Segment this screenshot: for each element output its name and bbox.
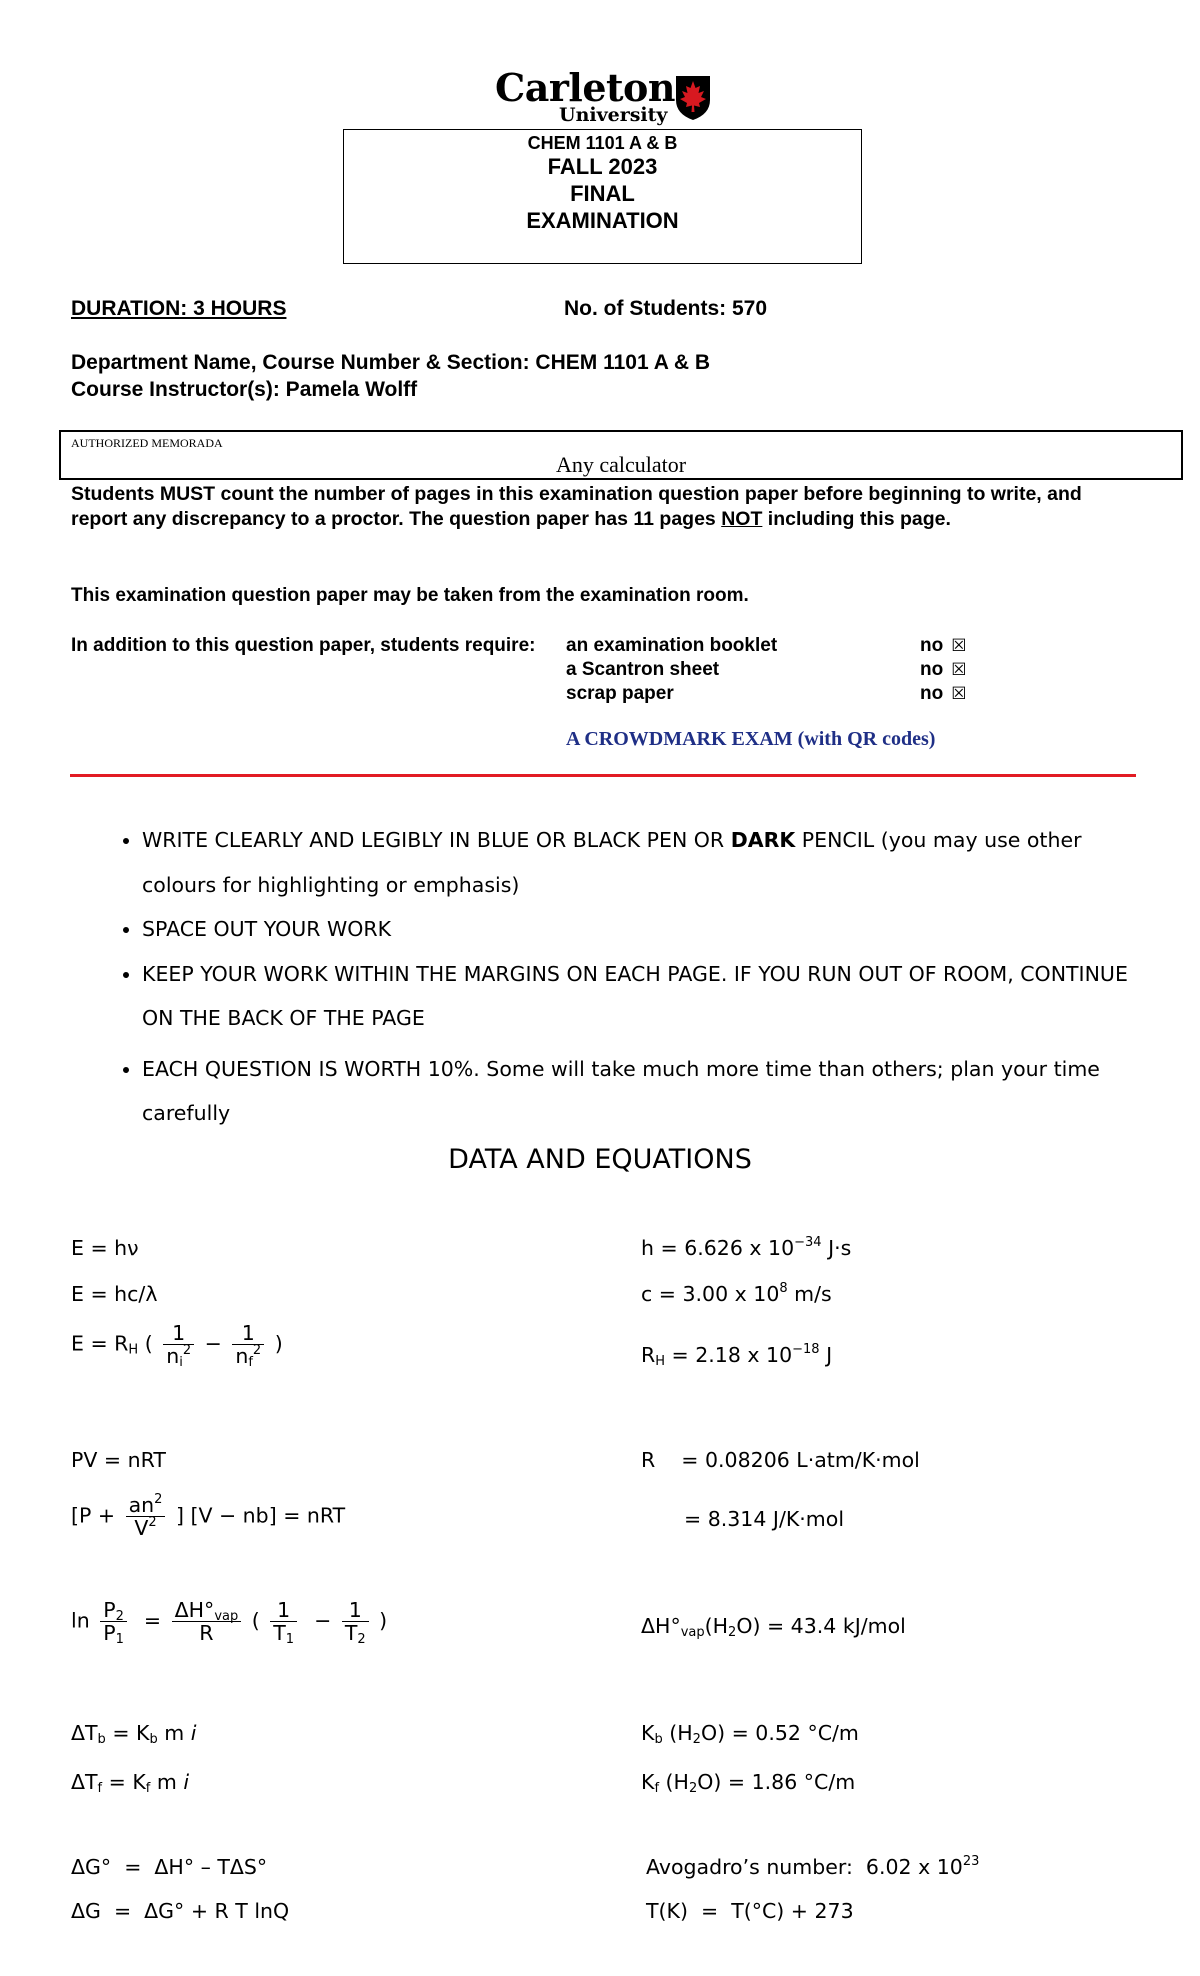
duration: DURATION: 3 HOURS bbox=[71, 297, 287, 320]
constant-kb-water: $K_b$ $(H_2O) = 0.52$ °C/m bbox=[641, 1721, 859, 1747]
requirements-intro: In addition to this question paper, students require: bbox=[71, 635, 536, 656]
exam-type-2: EXAMINATION bbox=[526, 208, 679, 233]
exam-term: FALL 2023 bbox=[547, 154, 658, 179]
checked-box-icon: ☒ bbox=[951, 660, 967, 679]
equation-van-der-waals: [P + $\frac{an^2}{V^2}$ ] [V − nb] = nRT bbox=[71, 1492, 346, 1540]
equation-freezing-depression: $\Delta T_f = K_f$ m i bbox=[71, 1770, 190, 1796]
answer-text: no bbox=[920, 659, 944, 680]
section-divider bbox=[70, 774, 1136, 777]
instruction-item bbox=[142, 818, 1160, 907]
answer-text: no bbox=[920, 635, 944, 656]
maple-leaf-shield-icon bbox=[673, 72, 713, 122]
logo-wordmark: Carleton bbox=[495, 65, 676, 110]
authorized-memoranda-box bbox=[59, 430, 1183, 480]
requirement-answer bbox=[920, 634, 966, 658]
department-course: Department Name, Course Number & Section: CHEM 1101 A & B bbox=[71, 351, 711, 374]
instruction-text: WRITE CLEARLY AND LEGIBLY IN BLUE OR BLACK PEN OR bbox=[142, 828, 731, 852]
requirement-item: an examination booklet bbox=[566, 635, 778, 656]
notice-not: NOT bbox=[721, 508, 763, 530]
equation-clausius-clapeyron: ln $\frac{P_2}{P_1}$ = $\frac{\Delta H^\circ_{vap}}{R}$ ( $\frac{1}{T_1}$ − $\frac{1}{T_2}$ ) bbox=[71, 1598, 388, 1647]
instruction-text: PENCIL (you may use other colours for highlighting or emphasis) bbox=[142, 828, 1082, 897]
student-count: No. of Students: 570 bbox=[564, 297, 768, 320]
logo-subtitle: University bbox=[559, 104, 668, 126]
course-instructor: Course Instructor(s): Pamela Wolff bbox=[71, 378, 418, 401]
constant-kf-water: $K_f$ $(H_2O) = 1.86$ °C/m bbox=[641, 1770, 856, 1796]
requirement-item: scrap paper bbox=[566, 683, 674, 704]
constant-enthalpy-vap-water: $\Delta H^\circ_{vap}(H_2O) = 43.4$ kJ/mol bbox=[641, 1614, 906, 1640]
take-away-notice: This examination question paper may be taken from the examination room. bbox=[71, 585, 749, 606]
constant-rydberg: $R_H = 2.18$ x $10^{-18}$ J bbox=[641, 1342, 833, 1369]
equation-gibbs: ΔG = ΔG° + R T lnQ bbox=[71, 1899, 290, 1923]
constant-gas-joule: = 8.314 J/K·mol bbox=[684, 1507, 845, 1531]
page-count-notice bbox=[71, 482, 1131, 532]
constant-avogadro: Avogadro’s number: 6.02 x $10^{23}$ bbox=[646, 1854, 980, 1879]
equation-energy-wavelength: E = hc/λ bbox=[71, 1282, 158, 1306]
memoranda-label: AUTHORIZED MEMORADA bbox=[71, 436, 223, 450]
instruction-emphasis: DARK bbox=[730, 828, 796, 852]
equation-boiling-elevation: $\Delta T_b = K_b$ m i bbox=[71, 1721, 197, 1747]
instructions-list bbox=[100, 818, 1160, 1136]
crowdmark-note: A CROWDMARK EXAM (with QR codes) bbox=[566, 728, 936, 750]
constant-gas-atm: R = 0.08206 L·atm/K·mol bbox=[641, 1448, 920, 1472]
exam-title-box bbox=[343, 129, 862, 264]
constant-planck: h = 6.626 x $10^{-34}$ J·s bbox=[641, 1235, 852, 1260]
notice-text-end: including this page. bbox=[762, 508, 951, 530]
constant-speed-of-light: c = 3.00 x $10^8$ m/s bbox=[641, 1281, 832, 1306]
carleton-logo bbox=[495, 66, 715, 130]
equation-gibbs-standard: ΔG° = ΔH° – TΔS° bbox=[71, 1855, 268, 1879]
memoranda-value: Any calculator bbox=[555, 452, 687, 477]
checked-box-icon: ☒ bbox=[951, 684, 967, 703]
equation-energy-frequency: E = hν bbox=[71, 1236, 139, 1260]
answer-text: no bbox=[920, 683, 944, 704]
exam-type: FINAL bbox=[570, 181, 635, 206]
checked-box-icon: ☒ bbox=[951, 636, 967, 655]
course-code: CHEM 1101 A & B bbox=[527, 133, 678, 153]
instruction-item: • EACH QUESTION IS WORTH 10%. Some will take much more time than others; plan your time carefully bbox=[142, 1047, 1160, 1136]
requirement-item: a Scantron sheet bbox=[566, 659, 720, 680]
requirement-answer bbox=[920, 658, 966, 682]
requirement-answer bbox=[920, 682, 966, 706]
conversion-kelvin: T(K) = T(°C) + 273 bbox=[646, 1899, 854, 1923]
instruction-item: • KEEP YOUR WORK WITHIN THE MARGINS ON EACH PAGE. IF YOU RUN OUT OF ROOM, CONTINUE ON THE BACK OF THE PAGE bbox=[142, 952, 1160, 1041]
instruction-item: • SPACE OUT YOUR WORK bbox=[142, 907, 1160, 952]
data-equations-heading: DATA AND EQUATIONS bbox=[448, 1144, 752, 1175]
equation-rydberg: $E = R_H$ ( $\frac{1}{n_i^2}$ − $\frac{1}{n_f^2}$ ) bbox=[71, 1321, 283, 1370]
notice-text: Students MUST count the number of pages in this examination question paper before beginning to write, and report any discrepancy to a proctor. The question paper has 11 pages bbox=[71, 483, 1082, 530]
equation-ideal-gas: PV = nRT bbox=[71, 1448, 166, 1472]
